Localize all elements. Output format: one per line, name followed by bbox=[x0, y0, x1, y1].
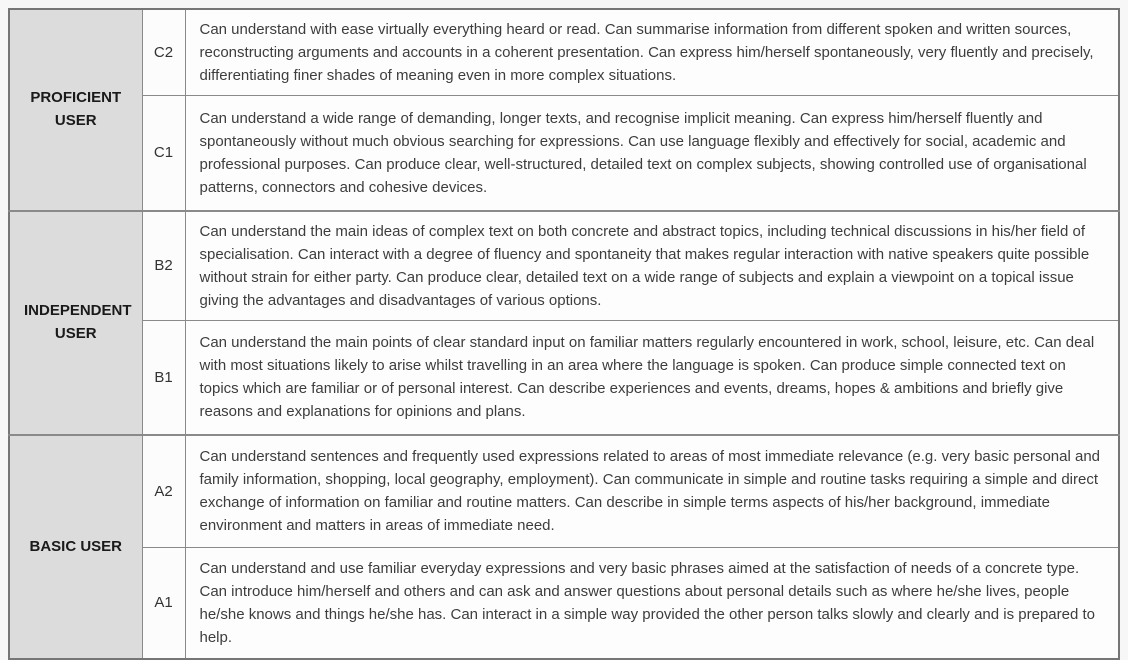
category-cell-basic-user: BASIC USER bbox=[9, 435, 142, 659]
level-description-b1: Can understand the main points of clear standard input on familiar matters regularly encountered in work, school, leisure, etc. Can deal with most situations likely to arise whilst travelling in an area where the language is spoken. Can produce simple connected text on topics which are familiar or of personal interest. Can describe experiences and events, dreams, hopes & ambitions and briefly give reasons and explanations for opinions and plans. bbox=[185, 320, 1119, 435]
level-code-a1: A1 bbox=[142, 547, 185, 659]
level-code-b2: B2 bbox=[142, 211, 185, 321]
level-description-c2: Can understand with ease virtually everything heard or read. Can summarise information from different spoken and written sources, reconstructing arguments and accounts in a coherent presentation. Can express him/herself spontaneously, very fluently and precisely, differentiating finer shades of meaning even in more complex situations. bbox=[185, 9, 1119, 96]
level-code-a2: A2 bbox=[142, 435, 185, 547]
table-row-b2 bbox=[9, 211, 1119, 321]
table-row-c1 bbox=[9, 96, 1119, 211]
category-cell-proficient-user: PROFICIENT USER bbox=[9, 9, 142, 211]
level-description-a1: Can understand and use familiar everyday expressions and very basic phrases aimed at the satisfaction of needs of a concrete type. Can introduce him/herself and others and can ask and answer questions about personal details such as where he/she lives, people he/she knows and things he/she has. Can interact in a simple way provided the other person talks slowly and clearly and is prepared to help. bbox=[185, 547, 1119, 659]
category-cell-independent-user: INDEPENDENT USER bbox=[9, 211, 142, 436]
level-code-c1: C1 bbox=[142, 96, 185, 211]
table-row-a2 bbox=[9, 435, 1119, 547]
level-description-b2: Can understand the main ideas of complex text on both concrete and abstract topics, including technical discussions in his/her field of specialisation. Can interact with a degree of fluency and spontaneity that makes regular interaction with native speakers quite possible without strain for either party. Can produce clear, detailed text on a wide range of subjects and explain a viewpoint on a topical issue giving the advantages and disadvantages of various options. bbox=[185, 211, 1119, 321]
level-code-b1: B1 bbox=[142, 320, 185, 435]
level-description-a2: Can understand sentences and frequently used expressions related to areas of most immediate relevance (e.g. very basic personal and family information, shopping, local geography, employment). Can communicate in simple and routine tasks requiring a simple and direct exchange of information on familiar and routine matters. Can describe in simple terms aspects of his/her background, immediate environment and matters in areas of immediate need. bbox=[185, 435, 1119, 547]
level-description-c1: Can understand a wide range of demanding, longer texts, and recognise implicit meaning. Can express him/herself fluently and spontaneously without much obvious searching for expressions. Can use language flexibly and effectively for social, academic and professional purposes. Can produce clear, well-structured, detailed text on complex subjects, showing controlled use of organisational patterns, connectors and cohesive devices. bbox=[185, 96, 1119, 211]
table-row-b1 bbox=[9, 320, 1119, 435]
level-code-c2: C2 bbox=[142, 9, 185, 96]
table-row-a1 bbox=[9, 547, 1119, 659]
table-row-c2 bbox=[9, 9, 1119, 96]
cefr-levels-table bbox=[8, 8, 1120, 660]
